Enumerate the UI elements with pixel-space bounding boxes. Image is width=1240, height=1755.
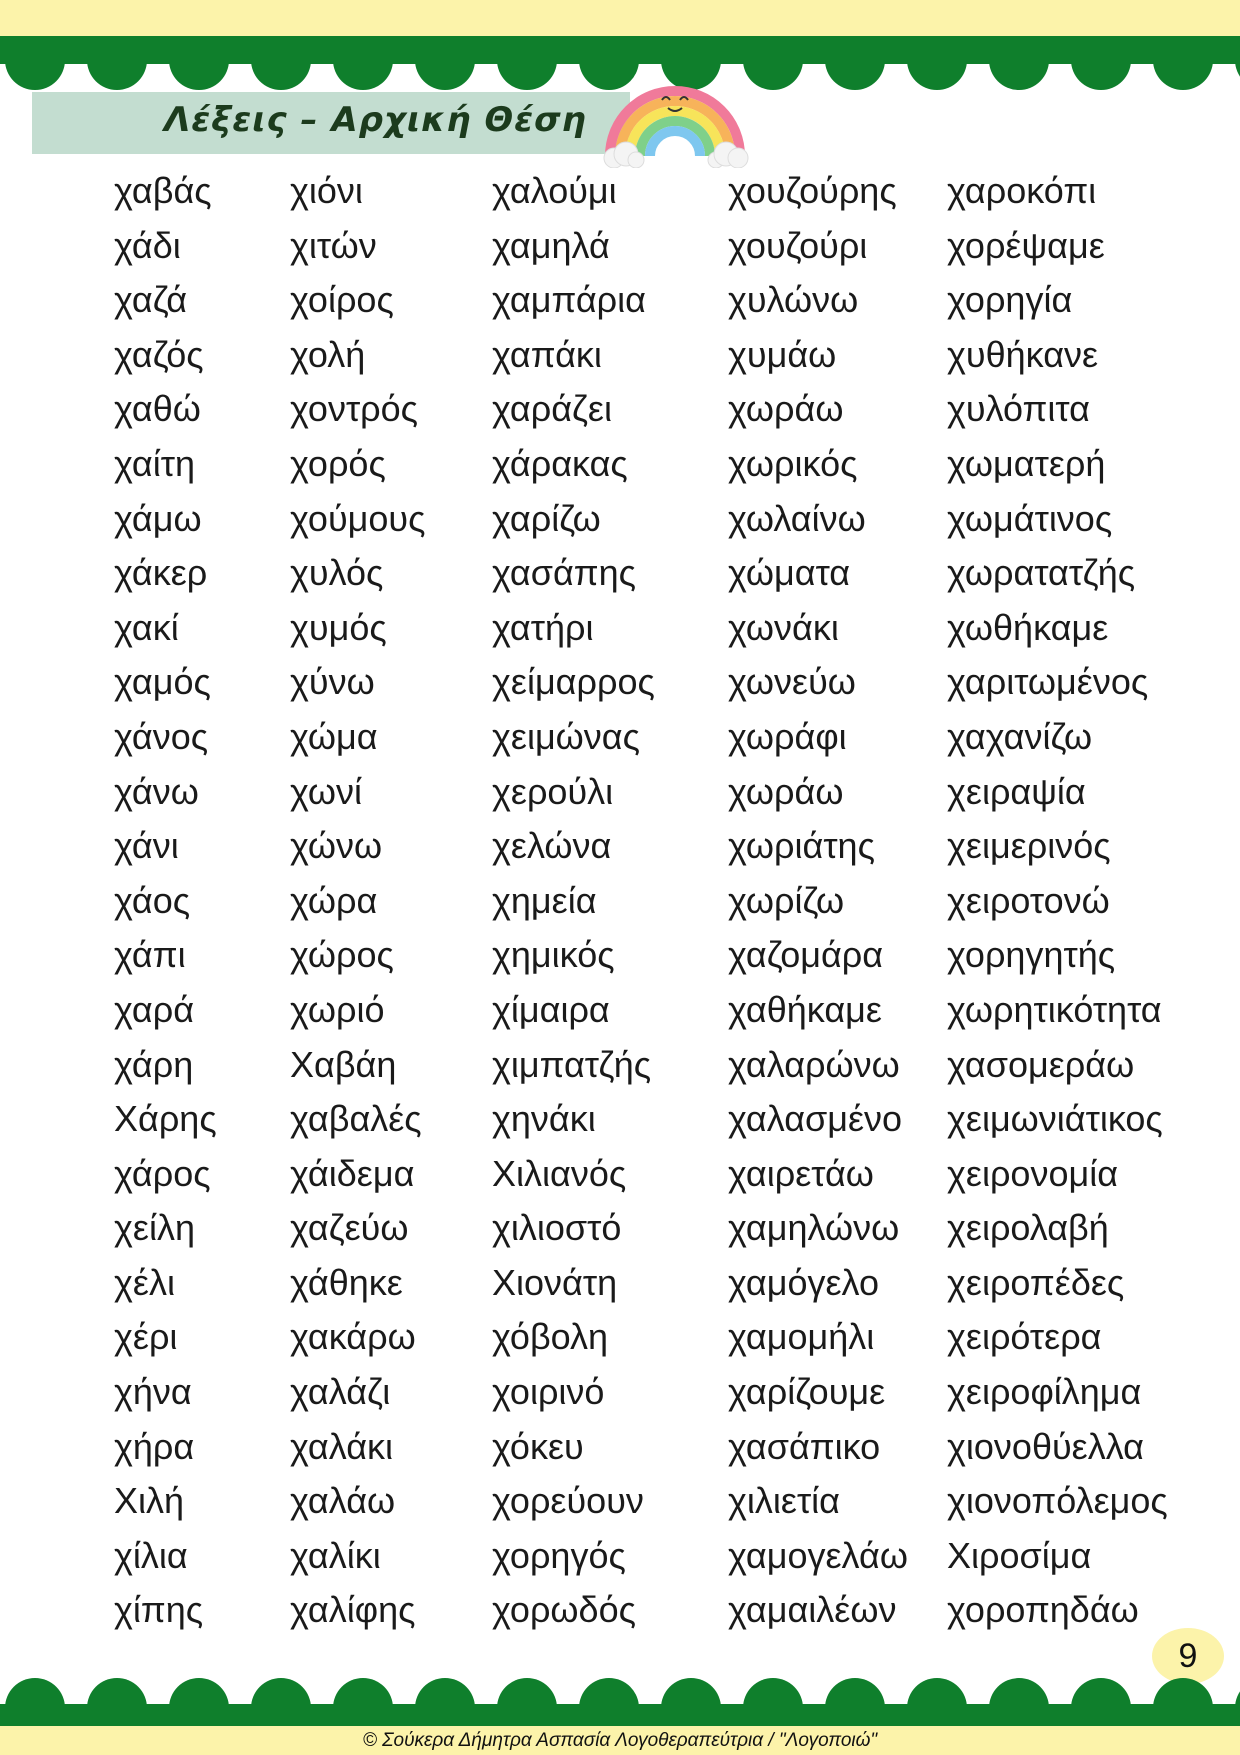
word-item: χειμερινός: [947, 825, 1111, 867]
bottom-green-strip: [0, 1704, 1240, 1726]
word-item: χαρά: [114, 988, 195, 1030]
word-item: χορεύουν: [492, 1480, 644, 1522]
word-item: χακί: [114, 606, 179, 648]
word-item: χωνεύω: [728, 661, 856, 703]
word-item: χάμω: [114, 497, 202, 539]
word-item: χωράω: [728, 770, 844, 812]
word-item: Χιονάτη: [492, 1261, 618, 1303]
word-item: χώνω: [290, 825, 383, 867]
word-item: χαλάζι: [290, 1371, 391, 1413]
word-item: χάρακας: [492, 442, 628, 484]
word-item: χώμα: [290, 715, 378, 757]
word-item: χυλώνω: [728, 279, 859, 321]
word-item: χαζεύω: [290, 1207, 409, 1249]
word-item: χερούλι: [492, 770, 614, 812]
word-item: χάνι: [114, 825, 179, 867]
word-item: χαλάω: [290, 1480, 396, 1522]
word-item: χαζά: [114, 279, 188, 321]
word-item: χοντρός: [290, 388, 419, 430]
word-item: χιόνι: [290, 170, 363, 211]
word-item: χαριτωμένος: [947, 661, 1149, 703]
word-item: χοροπηδάω: [947, 1589, 1139, 1631]
word-item: χωριό: [290, 988, 385, 1030]
page-number: 9: [1152, 1628, 1224, 1684]
word-item: χάπι: [114, 934, 186, 976]
title-banner: [32, 92, 630, 154]
word-item: χειροπέδες: [947, 1261, 1125, 1303]
word-item: χάιδεμα: [290, 1152, 415, 1194]
word-item: χορωδός: [492, 1589, 636, 1631]
word-item: χοιρινό: [492, 1371, 605, 1413]
page-title: Λέξεις – Αρχική Θέση: [164, 100, 587, 140]
word-item: χίλια: [114, 1534, 188, 1576]
word-item: χαράζει: [492, 388, 612, 430]
word-item: χακάρω: [290, 1316, 416, 1358]
rainbow-icon: [600, 78, 750, 168]
word-item: χέλι: [114, 1261, 175, 1303]
word-item: χωμάτινος: [947, 497, 1113, 539]
word-item: χυλόπιτα: [947, 388, 1090, 430]
word-item: χορηγός: [492, 1534, 626, 1576]
word-item: χιλιετία: [728, 1480, 840, 1522]
word-item: χατήρι: [492, 606, 594, 648]
word-item: χωθήκαμε: [947, 606, 1109, 648]
word-item: χηνάκι: [492, 1098, 596, 1140]
word-item: χυμός: [290, 606, 387, 648]
word-item: χαλασμένο: [728, 1098, 903, 1140]
word-item: χυμάω: [728, 333, 837, 375]
word-item: χαμός: [114, 661, 211, 703]
word-item: χειρότερα: [947, 1316, 1102, 1358]
word-item: χιλιοστό: [492, 1207, 622, 1249]
word-item: χίμαιρα: [492, 988, 610, 1030]
word-item: χαμηλώνω: [728, 1207, 900, 1249]
word-item: χαλαρώνω: [728, 1043, 900, 1085]
word-item: χειμώνας: [492, 715, 640, 757]
word-item: χάος: [114, 879, 191, 921]
word-item: χάδι: [114, 224, 181, 266]
word-item: χειροτονώ: [947, 879, 1110, 921]
word-item: χημικός: [492, 934, 615, 976]
word-item: χυλός: [290, 552, 384, 594]
word-item: χάνω: [114, 770, 199, 812]
word-item: χωρικός: [728, 442, 858, 484]
word-item: χειραψία: [947, 770, 1086, 812]
word-item: χαπάκι: [492, 333, 602, 375]
word-item: χαμηλά: [492, 224, 610, 266]
word-item: χαιρετάω: [728, 1152, 874, 1194]
word-item: χίπης: [114, 1589, 204, 1631]
word-item: χωράω: [728, 388, 844, 430]
word-item: χαίτη: [114, 442, 195, 484]
word-item: χειροφίλημα: [947, 1371, 1142, 1413]
word-item: χάρη: [114, 1043, 194, 1085]
word-item: χαθώ: [114, 388, 201, 430]
word-item: χειρολαβή: [947, 1207, 1109, 1249]
word-item: Χιλιανός: [492, 1152, 627, 1194]
word-item: χώρος: [290, 934, 394, 976]
word-item: χόκευ: [492, 1425, 584, 1467]
word-item: χαλίκι: [290, 1534, 381, 1576]
word-item: χάνος: [114, 715, 209, 757]
word-item: Χιλή: [114, 1480, 185, 1522]
word-item: χωρίζω: [728, 879, 845, 921]
word-item: χωλαίνω: [728, 497, 866, 539]
word-item: Χαβάη: [290, 1043, 397, 1085]
word-item: χώρα: [290, 879, 378, 921]
word-item: χωριάτης: [728, 825, 875, 867]
word-item: χαροκόπι: [947, 170, 1097, 211]
word-item: χουζούρης: [728, 170, 897, 211]
word-item: χαζός: [114, 333, 204, 375]
word-item: Χιροσίμα: [947, 1534, 1092, 1576]
footer-credit: © Σούκερα Δήμητρα Ασπασία Λογοθεραπεύτρια / "Λογοποιώ": [362, 1730, 878, 1751]
word-item: χόβολη: [492, 1316, 609, 1358]
word-item: χάρος: [114, 1152, 211, 1194]
word-item: χοίρος: [290, 279, 394, 321]
word-item: χαλίφης: [290, 1589, 416, 1631]
word-item: χήρα: [114, 1425, 195, 1467]
word-item: χωματερή: [947, 442, 1106, 484]
word-item: χιονοπόλεμος: [947, 1480, 1168, 1522]
word-item: χημεία: [492, 879, 597, 921]
word-item: χειρονομία: [947, 1152, 1119, 1194]
word-item: χορηγία: [947, 279, 1073, 321]
word-item: χώματα: [728, 552, 851, 594]
word-item: χαρίζω: [492, 497, 601, 539]
word-item: χαλούμι: [492, 170, 617, 211]
word-item: χιτών: [290, 224, 377, 266]
word-item: χωράφι: [728, 715, 847, 757]
word-column-5: [947, 164, 1168, 1638]
word-item: χέρι: [114, 1316, 178, 1358]
word-item: Χάρης: [114, 1098, 217, 1140]
word-item: χάκερ: [114, 552, 208, 594]
word-item: χολή: [290, 333, 366, 375]
word-item: χαχανίζω: [947, 715, 1093, 757]
word-item: χωνί: [290, 770, 363, 812]
word-column-4: [728, 164, 908, 1638]
word-item: χαζομάρα: [728, 934, 884, 976]
word-column-1: [114, 164, 217, 1638]
word-item: χουζούρι: [728, 224, 868, 266]
word-item: χαθήκαμε: [728, 988, 882, 1030]
word-item: χωνάκι: [728, 606, 839, 648]
top-band: [0, 0, 1240, 36]
word-item: χάθηκε: [290, 1261, 403, 1303]
word-item: χωρατατζής: [947, 552, 1136, 594]
word-item: χιονοθύελλα: [947, 1425, 1144, 1467]
word-item: χελώνα: [492, 825, 612, 867]
word-column-3: [492, 164, 655, 1638]
word-item: χωρητικότητα: [947, 988, 1162, 1030]
word-item: χαμαιλέων: [728, 1589, 897, 1631]
word-item: χαμομήλι: [728, 1316, 875, 1358]
word-item: χασομεράω: [947, 1043, 1135, 1085]
word-item: χορός: [290, 442, 386, 484]
word-item: χιμπατζής: [492, 1043, 652, 1085]
word-item: χασάπης: [492, 552, 636, 594]
word-item: χαμπάρια: [492, 279, 646, 321]
word-item: χειμωνιάτικος: [947, 1098, 1163, 1140]
word-item: χείλη: [114, 1207, 195, 1249]
word-item: χαβαλές: [290, 1098, 422, 1140]
word-item: χασάπικο: [728, 1425, 881, 1467]
word-item: χήνα: [114, 1371, 192, 1413]
word-column-2: [290, 164, 425, 1638]
word-item: χορέψαμε: [947, 224, 1105, 266]
word-item: χύνω: [290, 661, 375, 703]
word-item: χείμαρρος: [492, 661, 655, 703]
word-item: χαλάκι: [290, 1425, 394, 1467]
word-item: χαμογελάω: [728, 1534, 908, 1576]
word-item: χαμόγελο: [728, 1261, 880, 1303]
word-item: χούμους: [290, 497, 426, 539]
word-item: χορηγητής: [947, 934, 1116, 976]
word-grid: [0, 164, 1240, 1636]
word-item: χαβάς: [114, 170, 212, 211]
word-item: χαρίζουμε: [728, 1371, 886, 1413]
word-item: χυθήκανε: [947, 333, 1099, 375]
bottom-scallop-border: [0, 1668, 1240, 1708]
